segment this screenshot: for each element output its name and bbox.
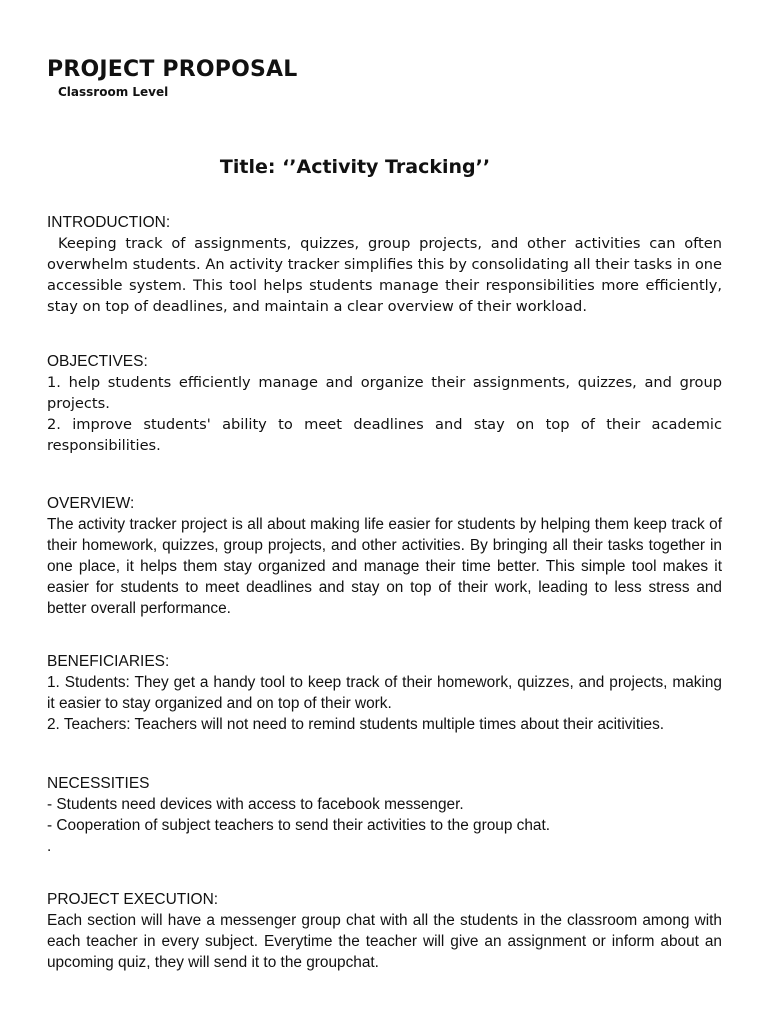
project-execution-heading: PROJECT EXECUTION: — [47, 891, 219, 908]
necessity-item: - Cooperation of subject teachers to send their activities to the group chat. — [47, 817, 551, 834]
project-execution-section — [47, 889, 722, 973]
objectives-section — [47, 351, 722, 456]
necessities-heading: NECESSITIES — [47, 775, 150, 792]
beneficiary-item: 2. Teachers: Teachers will not need to remind students multiple times about their acitivities. — [47, 716, 665, 733]
necessities-section — [47, 773, 722, 857]
beneficiaries-section — [47, 651, 722, 735]
beneficiary-item: 1. Students: They get a handy tool to keep track of their homework, quizzes, and projects, making it easier to stay organized and on top of their work. — [47, 674, 722, 712]
introduction-heading: INTRODUCTION: — [47, 214, 171, 231]
project-execution-text: Each section will have a messenger group chat with all the students in the classroom among with each teacher in every subject. Everytime the teacher will give an assignment or inform about an upcoming quiz, they will send it to the groupchat. — [47, 912, 722, 971]
introduction-text: Keeping track of assignments, quizzes, group projects, and other activities can often overwhelm students. An activity tracker simplifies this by consolidating all their tasks in one accessible system. This tool helps students manage their responsibilities more efficiently, stay on top of deadlines, and maintain a clear overview of their workload. — [47, 235, 722, 315]
overview-section — [47, 493, 722, 619]
overview-text: The activity tracker project is all about making life easier for students by helping them keep track of their homework, quizzes, group projects, and other activities. By bringing all their tasks together in one place, it helps them stay organized and manage their time better. This simple tool makes it easier for students to meet deadlines and stay on top of their work, leading to less stress and better overall performance. — [47, 516, 722, 617]
objective-item: 1. help students efficiently manage and organize their assignments, quizzes, and group projects. — [47, 374, 722, 412]
overview-heading: OVERVIEW: — [47, 495, 135, 512]
beneficiaries-heading: BENEFICIARIES: — [47, 653, 170, 670]
introduction-section — [47, 212, 722, 317]
page-subtitle: Classroom Level — [58, 85, 169, 99]
objective-item: 2. improve students' ability to meet deadlines and stay on top of their academic responsibilities. — [47, 416, 722, 454]
necessity-item: . — [47, 838, 52, 855]
document-title: Title: ‘’Activity Tracking’’ — [219, 156, 491, 178]
objectives-heading: OBJECTIVES: — [47, 353, 148, 370]
page-title: PROJECT PROPOSAL — [47, 57, 298, 82]
necessity-item: - Students need devices with access to facebook messenger. — [47, 796, 464, 813]
